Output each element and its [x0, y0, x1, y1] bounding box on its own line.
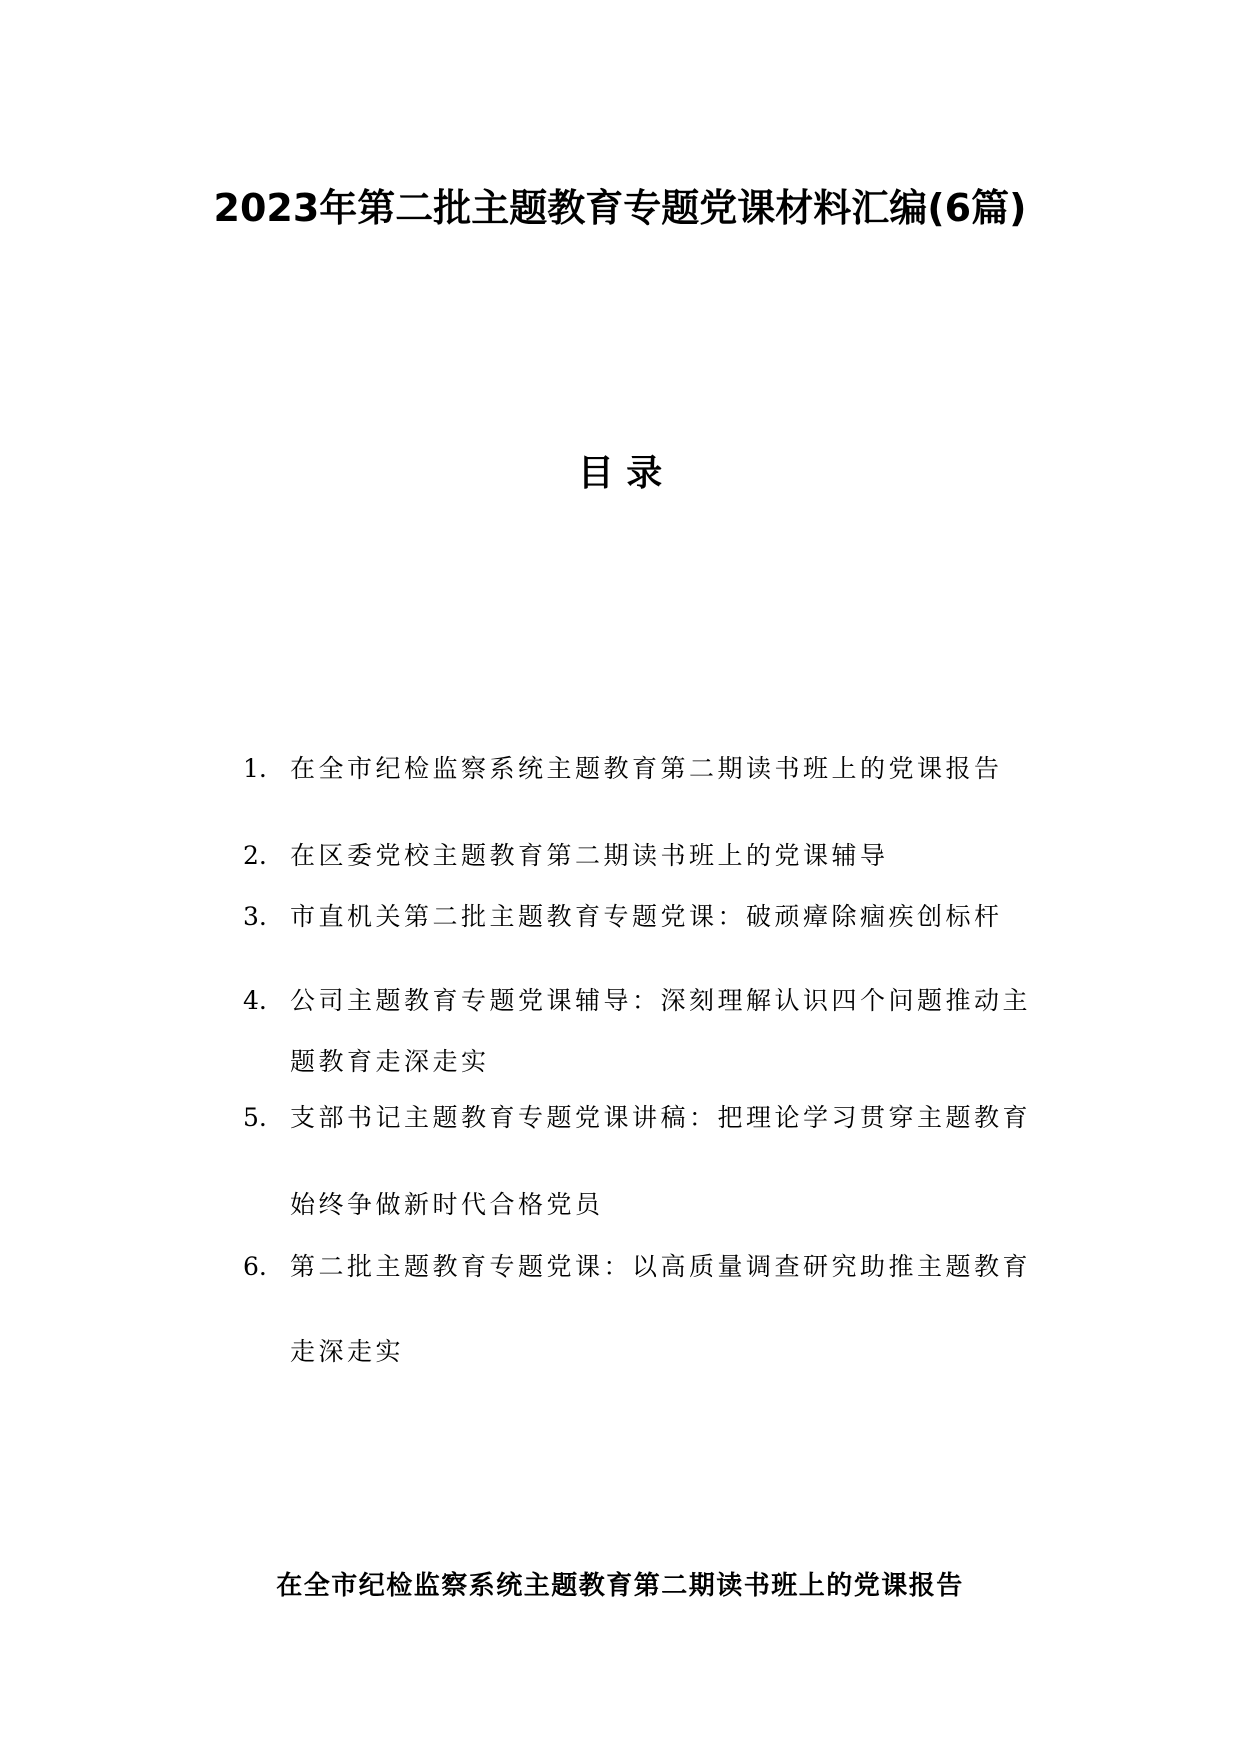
toc-item-text: 在区委党校主题教育第二期读书班上的党课辅导 — [290, 841, 889, 870]
toc-item-number: 4. — [243, 986, 267, 1015]
toc-item-number: 5. — [243, 1103, 267, 1132]
toc-item-text-continued: 题教育走深走实 — [290, 1047, 490, 1076]
section-title: 在全市纪检监察系统主题教育第二期读书班上的党课报告 — [276, 1570, 964, 1601]
toc-item-text-continued: 走深走实 — [290, 1337, 405, 1366]
toc-item-number: 3. — [243, 902, 267, 931]
document-title: 2023年第二批主题教育专题党课材料汇编(6篇) — [213, 186, 1027, 231]
toc-item-text: 在全市纪检监察系统主题教育第二期读书班上的党课报告 — [290, 754, 1003, 783]
toc-item-text: 公司主题教育专题党课辅导：深刻理解认识四个问题推动主 — [290, 986, 1032, 1015]
toc-item-number: 2. — [243, 841, 267, 870]
toc-item-number: 1. — [243, 754, 267, 783]
toc-heading: 目 录 — [577, 453, 663, 494]
toc-item-text-continued: 始终争做新时代合格党员 — [290, 1190, 604, 1219]
toc-item-text: 市直机关第二批主题教育专题党课：破顽瘴除痼疾创标杆 — [290, 902, 1003, 931]
toc-item-text: 第二批主题教育专题党课：以高质量调查研究助推主题教育 — [290, 1252, 1032, 1281]
toc-item-number: 6. — [243, 1252, 267, 1281]
toc-item-text: 支部书记主题教育专题党课讲稿：把理论学习贯穿主题教育 — [290, 1103, 1032, 1132]
